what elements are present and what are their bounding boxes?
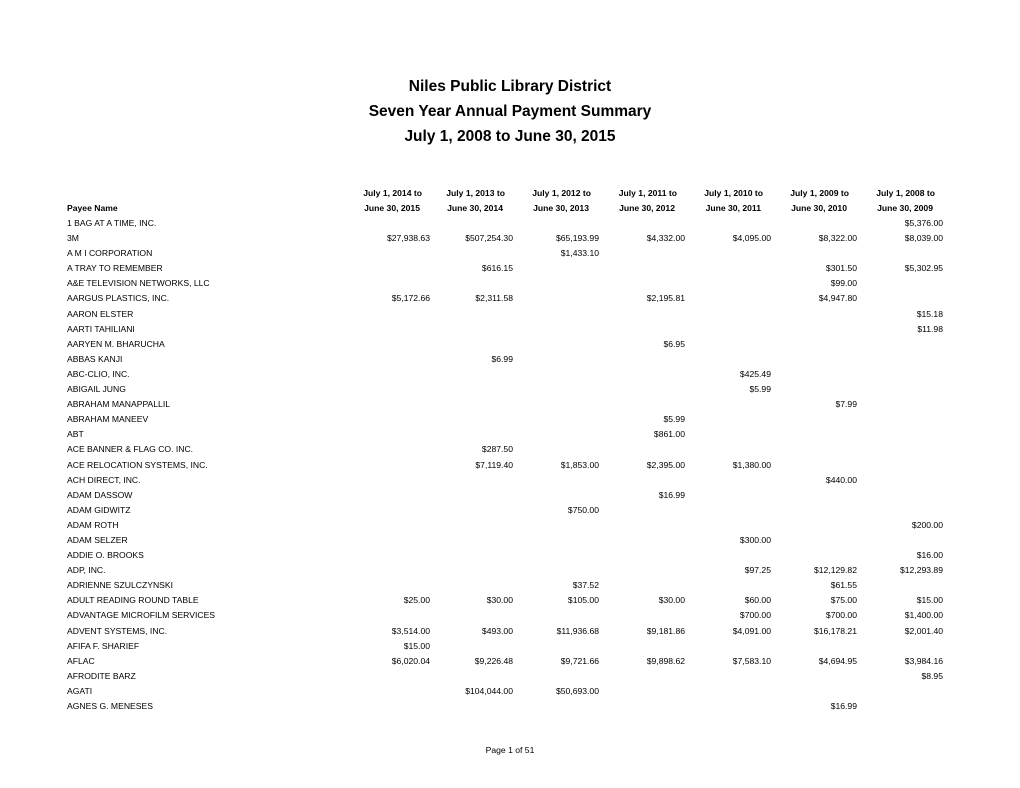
payment-amount: $4,694.95 xyxy=(818,655,857,666)
payment-amount: $2,195.81 xyxy=(646,293,685,304)
column-header-end: June 30, 2013 xyxy=(533,203,589,213)
table-row xyxy=(0,608,1020,623)
table-row xyxy=(0,503,1020,518)
payment-amount: $30.00 xyxy=(658,595,685,606)
table-row xyxy=(0,684,1020,699)
payment-amount: $1,380.00 xyxy=(732,459,771,470)
payee-name: ADDIE O. BROOKS xyxy=(67,550,144,561)
column-header-start: July 1, 2008 to xyxy=(876,188,935,198)
payee-name: AARGUS PLASTICS, INC. xyxy=(67,293,170,304)
payment-amount: $105.00 xyxy=(567,595,599,606)
payee-name: ABC-CLIO, INC. xyxy=(67,368,130,379)
payee-name: ADAM SELZER xyxy=(67,534,128,545)
payment-amount: $9,226.48 xyxy=(474,655,513,666)
payment-amount: $15.00 xyxy=(403,640,430,651)
payment-amount: $75.00 xyxy=(830,595,857,606)
table-row xyxy=(0,473,1020,488)
payment-amount: $8,039.00 xyxy=(904,233,943,244)
payment-amount: $65,193.99 xyxy=(555,233,599,244)
column-header-end: June 30, 2014 xyxy=(447,203,503,213)
column-header-start: July 1, 2013 to xyxy=(446,188,505,198)
payee-name: ABRAHAM MANEEV xyxy=(67,414,149,425)
table-row xyxy=(0,669,1020,684)
payment-amount: $15.00 xyxy=(916,595,943,606)
table-row xyxy=(0,427,1020,442)
table-row xyxy=(0,548,1020,563)
payment-amount: $425.49 xyxy=(739,368,771,379)
table-row xyxy=(0,593,1020,608)
table-row xyxy=(0,578,1020,593)
payee-name: 1 BAG AT A TIME, INC. xyxy=(67,218,157,228)
column-header-end: June 30, 2010 xyxy=(791,203,847,213)
payment-amount: $7,583.10 xyxy=(732,655,771,666)
report-date-range: July 1, 2008 to June 30, 2015 xyxy=(404,128,616,145)
payee-name: ADP, INC. xyxy=(67,565,106,576)
payment-amount: $301.50 xyxy=(825,263,857,274)
payee-name: AFIFA F. SHARIEF xyxy=(67,640,140,651)
column-header-start: July 1, 2012 to xyxy=(532,188,591,198)
report-title: Niles Public Library District xyxy=(408,78,612,95)
payee-name-header: Payee Name xyxy=(67,203,118,213)
payee-name: AGATI xyxy=(67,685,93,696)
table-row xyxy=(0,624,1020,639)
payment-amount: $4,947.80 xyxy=(818,293,857,304)
payment-amount: $507,254.30 xyxy=(465,233,513,244)
payee-name: A M I CORPORATION xyxy=(67,248,153,259)
payment-amount: $60.00 xyxy=(744,595,771,606)
payment-amount: $50,693.00 xyxy=(555,685,599,696)
table-row xyxy=(0,458,1020,473)
payee-name: ACE BANNER & FLAG CO. INC. xyxy=(67,444,194,455)
payment-amount: $2,395.00 xyxy=(646,459,685,470)
payee-name: AARTI TAHILIANI xyxy=(67,323,135,334)
payment-amount: $9,898.62 xyxy=(646,655,685,666)
payee-name: ADRIENNE SZULCZYNSKI xyxy=(67,580,174,591)
payment-amount: $700.00 xyxy=(739,610,771,621)
payee-name: AFRODITE BARZ xyxy=(67,670,136,681)
payment-amount: $15.18 xyxy=(916,308,943,319)
table-row xyxy=(0,322,1020,337)
column-header-end: June 30, 2011 xyxy=(705,203,761,213)
payment-amount: $16.99 xyxy=(658,489,685,500)
payment-amount: $616.15 xyxy=(481,263,513,274)
payment-amount: $8,322.00 xyxy=(818,233,857,244)
payment-amount: $3,984.16 xyxy=(904,655,943,666)
payee-name: AFLAC xyxy=(67,655,95,666)
payment-amount: $16.00 xyxy=(916,550,943,561)
payment-amount: $750.00 xyxy=(567,504,599,515)
payment-amount: $16.99 xyxy=(830,701,857,711)
payment-amount: $5.99 xyxy=(663,414,685,425)
payment-amount: $6.95 xyxy=(663,338,685,349)
payment-amount: $200.00 xyxy=(911,519,943,530)
table-row xyxy=(0,337,1020,352)
payment-amount: $1,853.00 xyxy=(560,459,599,470)
payment-amount: $861.00 xyxy=(653,429,685,440)
table-row xyxy=(0,654,1020,669)
table-row xyxy=(0,412,1020,427)
payment-amount: $700.00 xyxy=(825,610,857,621)
column-header-end: June 30, 2012 xyxy=(619,203,675,213)
table-row xyxy=(0,442,1020,457)
payment-amount: $99.00 xyxy=(830,278,857,289)
payment-amount: $97.25 xyxy=(744,565,771,576)
table-row xyxy=(0,291,1020,306)
report-subtitle: Seven Year Annual Payment Summary xyxy=(368,103,652,120)
table-row xyxy=(0,367,1020,382)
payment-amount: $6,020.04 xyxy=(391,655,430,666)
payee-name: A&E TELEVISION NETWORKS, LLC xyxy=(67,278,210,289)
payment-amount: $5,172.66 xyxy=(391,293,430,304)
payment-amount: $4,095.00 xyxy=(732,233,771,244)
payment-amount: $4,091.00 xyxy=(732,625,771,636)
payment-amount: $9,721.66 xyxy=(560,655,599,666)
payee-name: ACH DIRECT, INC. xyxy=(67,474,141,485)
payment-amount: $27,938.63 xyxy=(386,233,430,244)
payment-amount: $5,376.00 xyxy=(904,218,943,228)
payment-amount: $12,129.82 xyxy=(813,565,857,576)
payment-amount: $6.99 xyxy=(491,353,513,364)
column-header-start: July 1, 2010 to xyxy=(704,188,763,198)
column-header-end: June 30, 2015 xyxy=(364,203,420,213)
payment-amount: $3,514.00 xyxy=(391,625,430,636)
page-number: Page 1 of 51 xyxy=(485,745,535,755)
payment-amount: $16,178.21 xyxy=(813,625,857,636)
column-header-start: July 1, 2011 to xyxy=(618,188,677,198)
report-title-block xyxy=(0,74,1020,149)
table-row xyxy=(0,639,1020,654)
table-row xyxy=(0,246,1020,261)
payment-table xyxy=(0,216,1020,714)
payment-amount: $7.99 xyxy=(835,399,857,410)
table-row xyxy=(0,699,1020,714)
payee-name: 3M xyxy=(67,233,79,244)
payment-amount: $11,936.68 xyxy=(556,625,599,636)
payee-name: ACE RELOCATION SYSTEMS, INC. xyxy=(67,459,208,470)
payment-amount: $287.50 xyxy=(481,444,513,455)
payment-amount: $5.99 xyxy=(749,384,771,395)
payee-name: AARON ELSTER xyxy=(67,308,134,319)
payee-name: ABIGAIL JUNG xyxy=(67,384,126,395)
payee-name: ADAM DASSOW xyxy=(67,489,133,500)
column-header-start: July 1, 2014 to xyxy=(363,188,422,198)
payee-name: ABRAHAM MANAPPALLIL xyxy=(67,399,170,410)
column-header-start: July 1, 2009 to xyxy=(790,188,849,198)
table-row xyxy=(0,352,1020,367)
table-row xyxy=(0,563,1020,578)
payment-amount: $7,119.40 xyxy=(475,459,513,470)
table-row xyxy=(0,533,1020,548)
payment-amount: $8.95 xyxy=(921,670,943,681)
payment-amount: $1,400.00 xyxy=(904,610,943,621)
payment-amount: $61.55 xyxy=(830,580,857,591)
payment-amount: $300.00 xyxy=(739,534,771,545)
payee-name: A TRAY TO REMEMBER xyxy=(67,263,163,274)
column-header-end: June 30, 2009 xyxy=(877,203,933,213)
payee-name: ABT xyxy=(67,429,84,440)
payment-amount: $4,332.00 xyxy=(646,233,685,244)
payment-amount: $37.52 xyxy=(572,580,599,591)
payment-amount: $5,302.95 xyxy=(904,263,943,274)
payee-name: AGNES G. MENESES xyxy=(67,701,153,711)
payment-amount: $30.00 xyxy=(486,595,513,606)
payment-amount: $493.00 xyxy=(481,625,513,636)
table-row xyxy=(0,518,1020,533)
payment-amount: $12,293.89 xyxy=(899,565,943,576)
payment-amount: $2,311.58 xyxy=(475,293,513,304)
table-row xyxy=(0,307,1020,322)
payee-name: ADVENT SYSTEMS, INC. xyxy=(67,625,168,636)
payee-name: ADVANTAGE MICROFILM SERVICES xyxy=(67,610,216,621)
payment-amount: $2,001.40 xyxy=(904,625,943,636)
payment-amount: $25.00 xyxy=(403,595,430,606)
payment-amount: $9,181.86 xyxy=(646,625,685,636)
table-row xyxy=(0,231,1020,246)
table-row xyxy=(0,261,1020,276)
payment-amount: $440.00 xyxy=(825,474,857,485)
payee-name: ADULT READING ROUND TABLE xyxy=(67,595,199,606)
payment-amount: $11.98 xyxy=(917,323,943,334)
payment-amount: $1,433.10 xyxy=(560,248,599,259)
payee-name: AARYEN M. BHARUCHA xyxy=(67,338,165,349)
payee-name: ABBAS KANJI xyxy=(67,353,123,364)
payee-name: ADAM ROTH xyxy=(67,519,119,530)
table-row xyxy=(0,276,1020,291)
payment-amount: $104,044.00 xyxy=(465,685,513,696)
table-row xyxy=(0,488,1020,503)
table-row xyxy=(0,216,1020,231)
table-row xyxy=(0,397,1020,412)
payee-name: ADAM GIDWITZ xyxy=(67,504,131,515)
table-row xyxy=(0,382,1020,397)
